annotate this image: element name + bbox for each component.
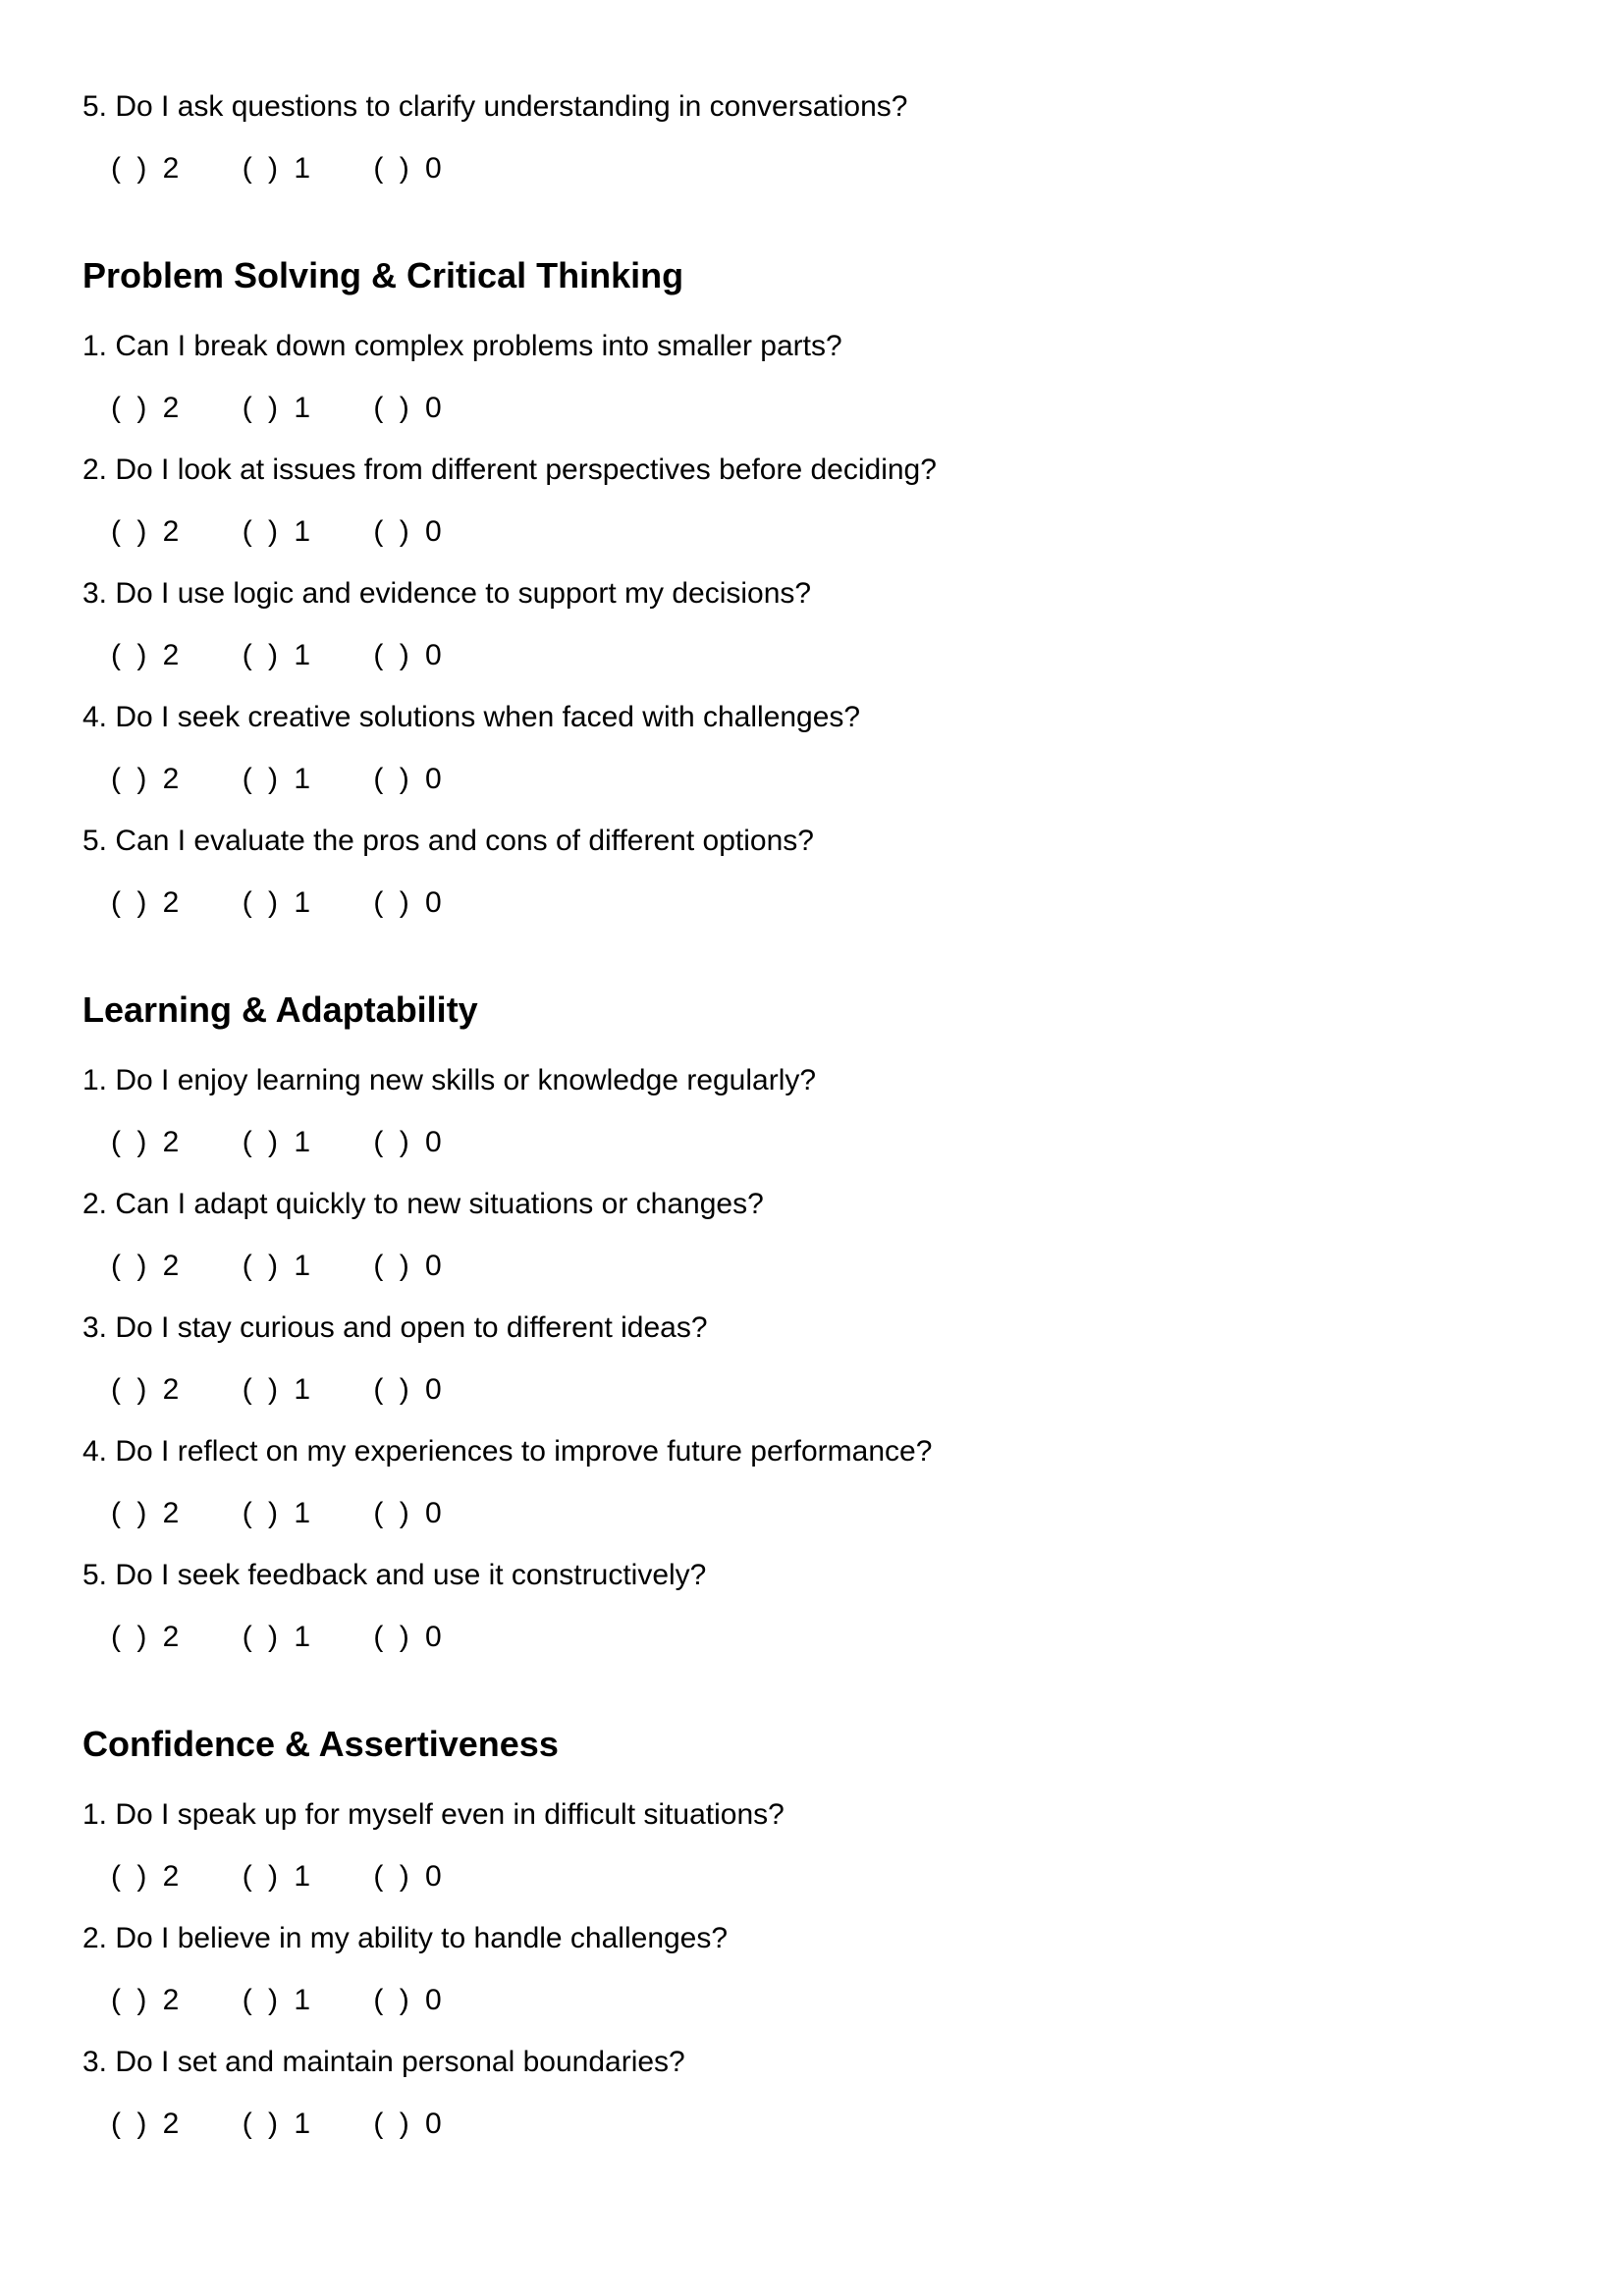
- rating-option-1[interactable]: ( ) 1: [242, 1373, 311, 1406]
- question-text: 5. Do I ask questions to clarify understanding in conversations?: [82, 90, 908, 123]
- question-text: 4. Do I seek creative solutions when faced with challenges?: [82, 701, 861, 733]
- rating-option-0[interactable]: ( ) 0: [373, 886, 442, 919]
- rating-row: [111, 150, 1585, 187]
- rating-option-0[interactable]: ( ) 0: [373, 639, 442, 671]
- question-text: 1. Do I speak up for myself even in difficult situations?: [82, 1798, 785, 1831]
- rating-option-0[interactable]: ( ) 0: [373, 1984, 442, 2016]
- rating-option-1[interactable]: ( ) 1: [242, 1497, 311, 1529]
- rating-option-0[interactable]: ( ) 0: [373, 515, 442, 548]
- section-heading: Learning & Adaptability: [82, 989, 478, 1030]
- rating-option-0[interactable]: ( ) 0: [373, 1373, 442, 1406]
- rating-option-1[interactable]: ( ) 1: [242, 639, 311, 671]
- rating-option-1[interactable]: ( ) 1: [242, 392, 311, 424]
- rating-option-1[interactable]: ( ) 1: [242, 1621, 311, 1653]
- rating-option-0[interactable]: ( ) 0: [373, 1497, 442, 1529]
- section-heading: Problem Solving & Critical Thinking: [82, 255, 684, 295]
- rating-option-2[interactable]: ( ) 2: [111, 1984, 180, 2016]
- section-heading: Confidence & Assertiveness: [82, 1724, 559, 1764]
- rating-row: [111, 1371, 1585, 1409]
- rating-option-1[interactable]: ( ) 1: [242, 1250, 311, 1282]
- question-text: 2. Do I look at issues from different perspectives before deciding?: [82, 454, 937, 486]
- rating-option-2[interactable]: ( ) 2: [111, 515, 180, 548]
- rating-row: [111, 2106, 1585, 2143]
- rating-option-0[interactable]: ( ) 0: [373, 1126, 442, 1158]
- rating-row: [111, 884, 1585, 922]
- question-text: 3. Do I use logic and evidence to support my decisions?: [82, 577, 812, 610]
- rating-option-2[interactable]: ( ) 2: [111, 763, 180, 795]
- question-text: 4. Do I reflect on my experiences to improve future performance?: [82, 1435, 933, 1468]
- question-text: 3. Do I set and maintain personal boundaries?: [82, 2046, 685, 2078]
- rating-row: [111, 513, 1585, 551]
- rating-option-1[interactable]: ( ) 1: [242, 152, 311, 185]
- question-text: 1. Can I break down complex problems into smaller parts?: [82, 330, 842, 362]
- rating-option-0[interactable]: ( ) 0: [373, 1250, 442, 1282]
- rating-option-0[interactable]: ( ) 0: [373, 2108, 442, 2140]
- rating-row: [111, 1982, 1585, 2019]
- rating-option-2[interactable]: ( ) 2: [111, 2108, 180, 2140]
- rating-option-1[interactable]: ( ) 1: [242, 2108, 311, 2140]
- rating-option-2[interactable]: ( ) 2: [111, 392, 180, 424]
- rating-option-2[interactable]: ( ) 2: [111, 1621, 180, 1653]
- rating-option-2[interactable]: ( ) 2: [111, 886, 180, 919]
- rating-option-1[interactable]: ( ) 1: [242, 1126, 311, 1158]
- rating-row: [111, 1495, 1585, 1532]
- question-text: 3. Do I stay curious and open to different ideas?: [82, 1311, 708, 1344]
- rating-option-0[interactable]: ( ) 0: [373, 152, 442, 185]
- rating-row: [111, 1124, 1585, 1161]
- rating-row: [111, 1248, 1585, 1285]
- rating-option-2[interactable]: ( ) 2: [111, 639, 180, 671]
- question-text: 2. Do I believe in my ability to handle challenges?: [82, 1922, 729, 1954]
- question-text: 5. Do I seek feedback and use it constructively?: [82, 1559, 707, 1591]
- rating-option-2[interactable]: ( ) 2: [111, 1497, 180, 1529]
- rating-row: [111, 1619, 1585, 1656]
- rating-row: [111, 390, 1585, 427]
- rating-option-0[interactable]: ( ) 0: [373, 1621, 442, 1653]
- question-text: 5. Can I evaluate the pros and cons of different options?: [82, 825, 814, 857]
- rating-row: [111, 761, 1585, 798]
- rating-option-2[interactable]: ( ) 2: [111, 1860, 180, 1893]
- rating-option-1[interactable]: ( ) 1: [242, 886, 311, 919]
- rating-option-1[interactable]: ( ) 1: [242, 1860, 311, 1893]
- rating-option-1[interactable]: ( ) 1: [242, 763, 311, 795]
- rating-option-2[interactable]: ( ) 2: [111, 1373, 180, 1406]
- rating-option-1[interactable]: ( ) 1: [242, 1984, 311, 2016]
- rating-option-1[interactable]: ( ) 1: [242, 515, 311, 548]
- rating-option-2[interactable]: ( ) 2: [111, 152, 180, 185]
- rating-option-2[interactable]: ( ) 2: [111, 1126, 180, 1158]
- rating-option-0[interactable]: ( ) 0: [373, 392, 442, 424]
- rating-row: [111, 637, 1585, 674]
- question-text: 1. Do I enjoy learning new skills or knowledge regularly?: [82, 1064, 817, 1096]
- question-text: 2. Can I adapt quickly to new situations or changes?: [82, 1188, 764, 1220]
- rating-option-0[interactable]: ( ) 0: [373, 1860, 442, 1893]
- rating-option-2[interactable]: ( ) 2: [111, 1250, 180, 1282]
- rating-option-0[interactable]: ( ) 0: [373, 763, 442, 795]
- rating-row: [111, 1858, 1585, 1896]
